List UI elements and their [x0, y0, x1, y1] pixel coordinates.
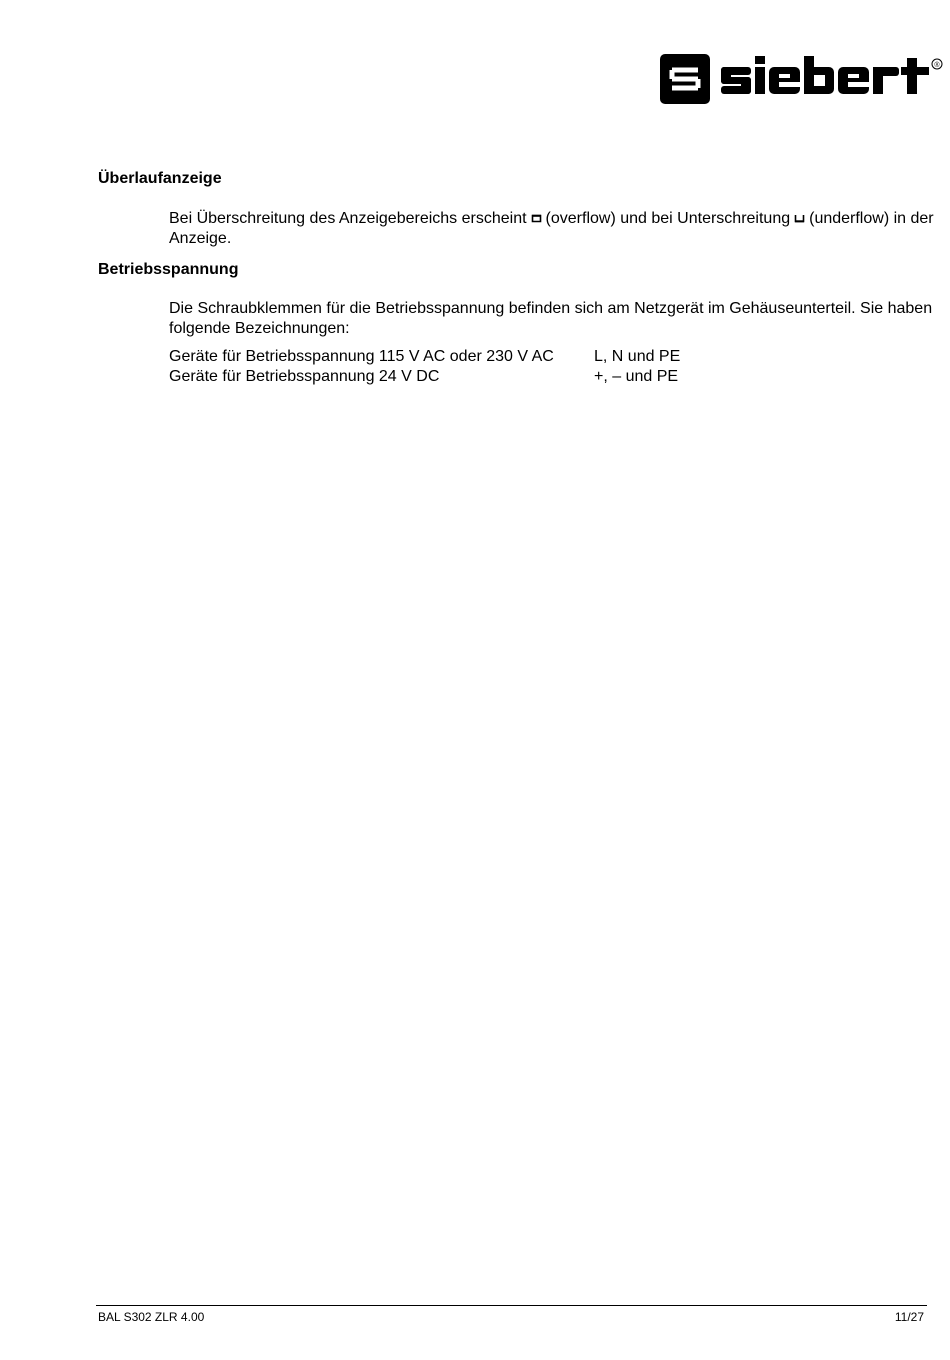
terminal-row	[169, 347, 680, 367]
registered-mark: ®	[934, 62, 940, 69]
page-number: 11/27	[894, 1310, 924, 1324]
footer-divider	[96, 1305, 927, 1306]
overflow-text-2: (overflow) und bei Unterschreitung	[545, 210, 791, 227]
section-title-supply: Betriebsspannung	[98, 261, 239, 278]
supply-paragraph: Die Schraubklemmen für die Betriebsspannung befinden sich am Netzgerät im Gehäuseunterteil. Sie haben folgende Bezeichnungen:	[169, 300, 933, 337]
device-cell: Geräte für Betriebsspannung 24 V DC	[169, 367, 440, 385]
terminal-table	[169, 347, 680, 386]
terminal-cell: L, N und PE	[594, 348, 681, 365]
document-id: BAL S302 ZLR 4.00	[98, 1310, 205, 1324]
terminal-cell: +, – und PE	[594, 367, 679, 385]
overflow-paragraph	[169, 209, 939, 248]
overflow-text-1: Bei Überschreitung des Anzeigebereichs erscheint	[169, 210, 527, 227]
terminal-row	[169, 367, 680, 387]
siebert-logo	[659, 53, 944, 105]
overflow-text-3: (underflow) in der Anzeige.	[169, 210, 934, 247]
segment-bottom-icon	[794, 214, 805, 223]
section-title-overflow: Überlaufanzeige	[98, 170, 222, 187]
segment-top-icon	[531, 214, 542, 223]
device-cell: Geräte für Betriebsspannung 115 V AC oder 230 V AC	[169, 348, 554, 365]
